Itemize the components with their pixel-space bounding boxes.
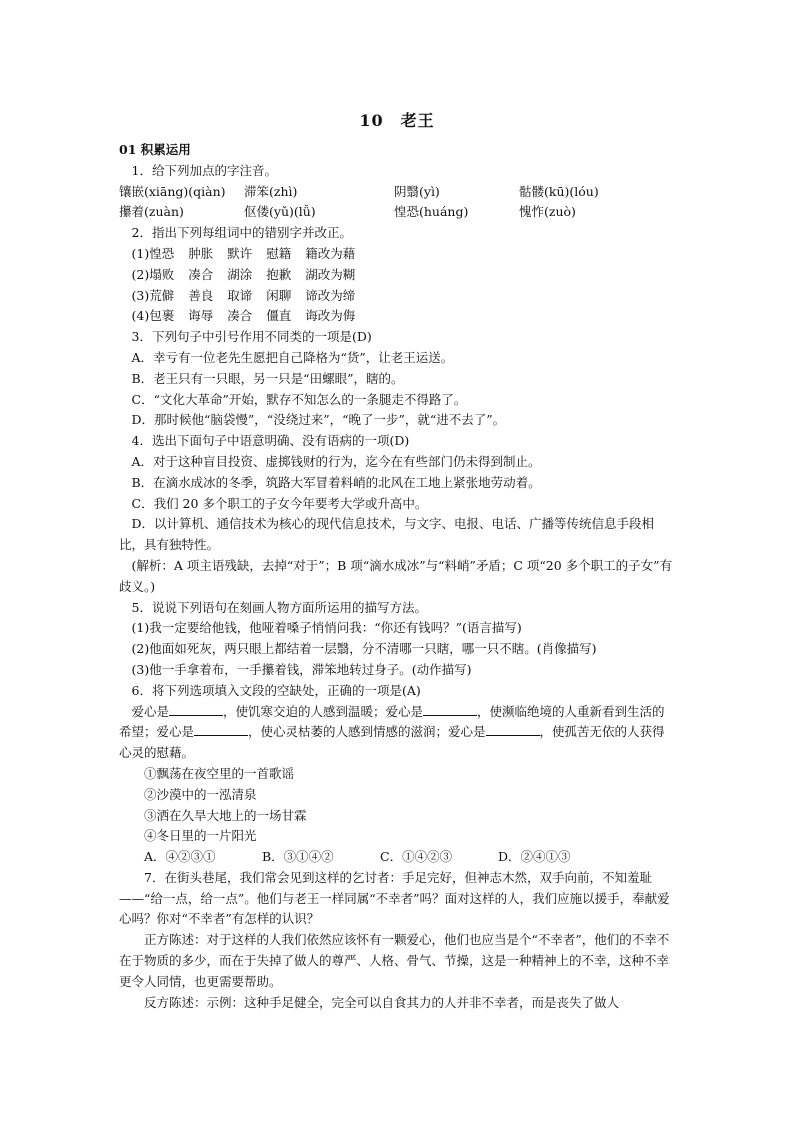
question-1-row-1	[119, 182, 675, 203]
pinyin-item: 愧怍(zuò)	[519, 204, 576, 220]
word: 凑合	[227, 308, 253, 324]
option: D．②④①③	[498, 849, 571, 865]
word: (1)惶恐	[131, 245, 175, 261]
question-2-group-3	[119, 286, 675, 307]
question-2-group-2	[119, 265, 675, 286]
passage-part: ，使心灵枯萎的人感到情感的滋润；爱心是	[248, 724, 486, 740]
pinyin-item: 镶嵌(xiāng)(qiàn)	[119, 183, 226, 199]
section-heading: 01 积累运用	[119, 142, 191, 157]
option: A．④②③①	[144, 849, 216, 865]
question-2-group-1	[119, 244, 675, 265]
document-body	[119, 140, 675, 1013]
pinyin-item: 伛偻(yǔ)(lǚ)	[244, 204, 316, 220]
option: C．①④②③	[380, 849, 453, 865]
question-2-stem: 2．指出下列每组词中的错别字并改正。	[131, 225, 352, 241]
question-1-row-2	[119, 202, 675, 223]
question-5-item-2: (2)他面如死灰，两只眼上都结着一层翳，分不清哪一只瞎，哪一只不瞎。(肖像描写)	[131, 641, 597, 657]
pinyin-item: 骷髅(kū)(lóu)	[519, 183, 599, 199]
pinyin-item: 阴翳(yì)	[394, 183, 440, 199]
question-1-stem: 1．给下列加点的字注音。	[131, 162, 277, 178]
word: 诲辱	[188, 308, 214, 324]
blank-line	[423, 703, 477, 716]
question-4-option-c: C．我们 20 多个职工的子女今年要考大学或升高中。	[131, 495, 428, 511]
pinyin-item: 攥着(zuàn)	[119, 204, 184, 220]
question-7-stem: 7．在街头巷尾，我们常会见到这样的乞讨者：手足完好，但神志木然，双手向前，不知羞耻——“给一点，给一点”。他们与老王一样同属“不幸者”吗？面对这样的人，我们应施以援手，奉献爱心吗？你对“不幸者”有怎样的认识？	[119, 869, 670, 927]
question-4-analysis: (解析：A 项主语残缺，去掉“对于”；B 项“滴水成冰”与“料峭”矛盾；C 项“20 多个职工的子女”有歧义。)	[119, 557, 673, 594]
question-6-item-4: ④冬日里的一片阳光	[144, 828, 257, 844]
correction: 谛改为缔	[305, 287, 356, 303]
passage-part: ，使孤苦无依的人获得心灵的慰藉。	[119, 724, 665, 761]
word: 湖涂	[227, 266, 253, 282]
question-6-passage	[119, 702, 675, 764]
word: (4)包裹	[131, 308, 175, 324]
question-6-options	[119, 847, 675, 868]
word: 凑合	[188, 266, 214, 282]
blank-line	[169, 703, 223, 716]
option: B．③①④②	[262, 849, 334, 865]
question-7-con: 反方陈述：示例：这种手足健全，完全可以自食其力的人并非不幸者，而是丧失了做人	[144, 994, 620, 1010]
question-3-option-a: A．幸亏有一位老先生愿把自己降格为“货”，让老王运送。	[131, 349, 454, 365]
question-3-stem: 3．下列句子中引号作用不同类的一项是(D)	[131, 329, 372, 345]
correction: 诲改为侮	[305, 308, 356, 324]
word: 善良	[188, 287, 214, 303]
question-4-option-b: B．在滴水成冰的冬季，筑路大军冒着料峭的北风在工地上紧张地劳动着。	[131, 474, 541, 490]
question-2-group-4	[119, 306, 675, 327]
question-6-item-3: ③洒在久旱大地上的一场甘霖	[144, 807, 307, 823]
question-7-pro: 正方陈述：对于这样的人我们依然应该怀有一颗爱心，他们也应当是个“不幸者”，他们的不幸不在于物质的多少，而在于失掉了做人的尊严、人格、骨气、节操，这是一种精神上的不幸，这种不幸更令人同情，也更需要帮助。	[119, 932, 670, 989]
question-5-item-3: (3)他一手拿着布，一手攥着钱，滞笨地转过身子。(动作描写)	[131, 661, 472, 677]
correction: 湖改为糊	[305, 266, 356, 282]
page-title: 10 老王	[359, 111, 435, 130]
pinyin-item: 惶恐(huáng)	[394, 204, 469, 220]
question-6-item-2: ②沙漠中的一泓清泉	[144, 786, 257, 802]
question-5-stem: 5．说说下列语句在刻画人物方面所运用的描写方法。	[131, 599, 427, 615]
word: (3)荒僻	[131, 287, 175, 303]
blank-line	[486, 723, 540, 736]
question-3-option-b: B．老王只有一只眼，另一只是“田螺眼”，瞎的。	[131, 370, 404, 386]
question-5-item-1: (1)我一定要给他钱，他哑着嗓子悄悄问我：“你还有钱吗？”(语言描写)	[131, 620, 522, 636]
word: 默许	[227, 245, 253, 261]
word: 肿胀	[188, 245, 214, 261]
question-4-option-a: A．对于这种盲目投资、虚掷钱财的行为，迄今在有些部门仍未得到制止。	[131, 453, 541, 469]
passage-part: 爱心是	[131, 703, 170, 719]
question-3-option-c: C．“文化大革命”开始，默存不知怎么的一条腿走不得路了。	[131, 391, 467, 407]
question-4-stem: 4．选出下面句子中语意明确、没有语病的一项(D)	[131, 433, 410, 449]
question-4-option-d: D．以计算机、通信技术为核心的现代信息技术，与文字、电报、电话、广播等传统信息手段相比，具有独特性。	[119, 516, 655, 553]
pinyin-item: 滞笨(zhì)	[244, 183, 298, 199]
question-6-item-1: ①飘荡在夜空里的一首歌谣	[144, 765, 295, 781]
blank-line	[194, 723, 248, 736]
question-3-option-d: D．那时候他“脑袋慢”，“没绕过来”，“晚了一步”，就“进不去了”。	[131, 412, 506, 428]
word: 僵直	[266, 308, 292, 324]
word: 抱歉	[266, 266, 292, 282]
question-6-stem: 6．将下列选项填入文段的空缺处，正确的一项是(A)	[131, 682, 421, 698]
word: 慰籍	[266, 245, 292, 261]
word: (2)塌败	[131, 266, 175, 282]
word: 闲聊	[266, 287, 292, 303]
passage-part: ，使饥寒交迫的人感到温暖；爱心是	[223, 703, 424, 719]
correction: 籍改为藉	[305, 245, 356, 261]
word: 取谛	[227, 287, 253, 303]
passage-part: ，使濒临绝境的人重新看到生活的希望；爱心是	[119, 703, 665, 740]
